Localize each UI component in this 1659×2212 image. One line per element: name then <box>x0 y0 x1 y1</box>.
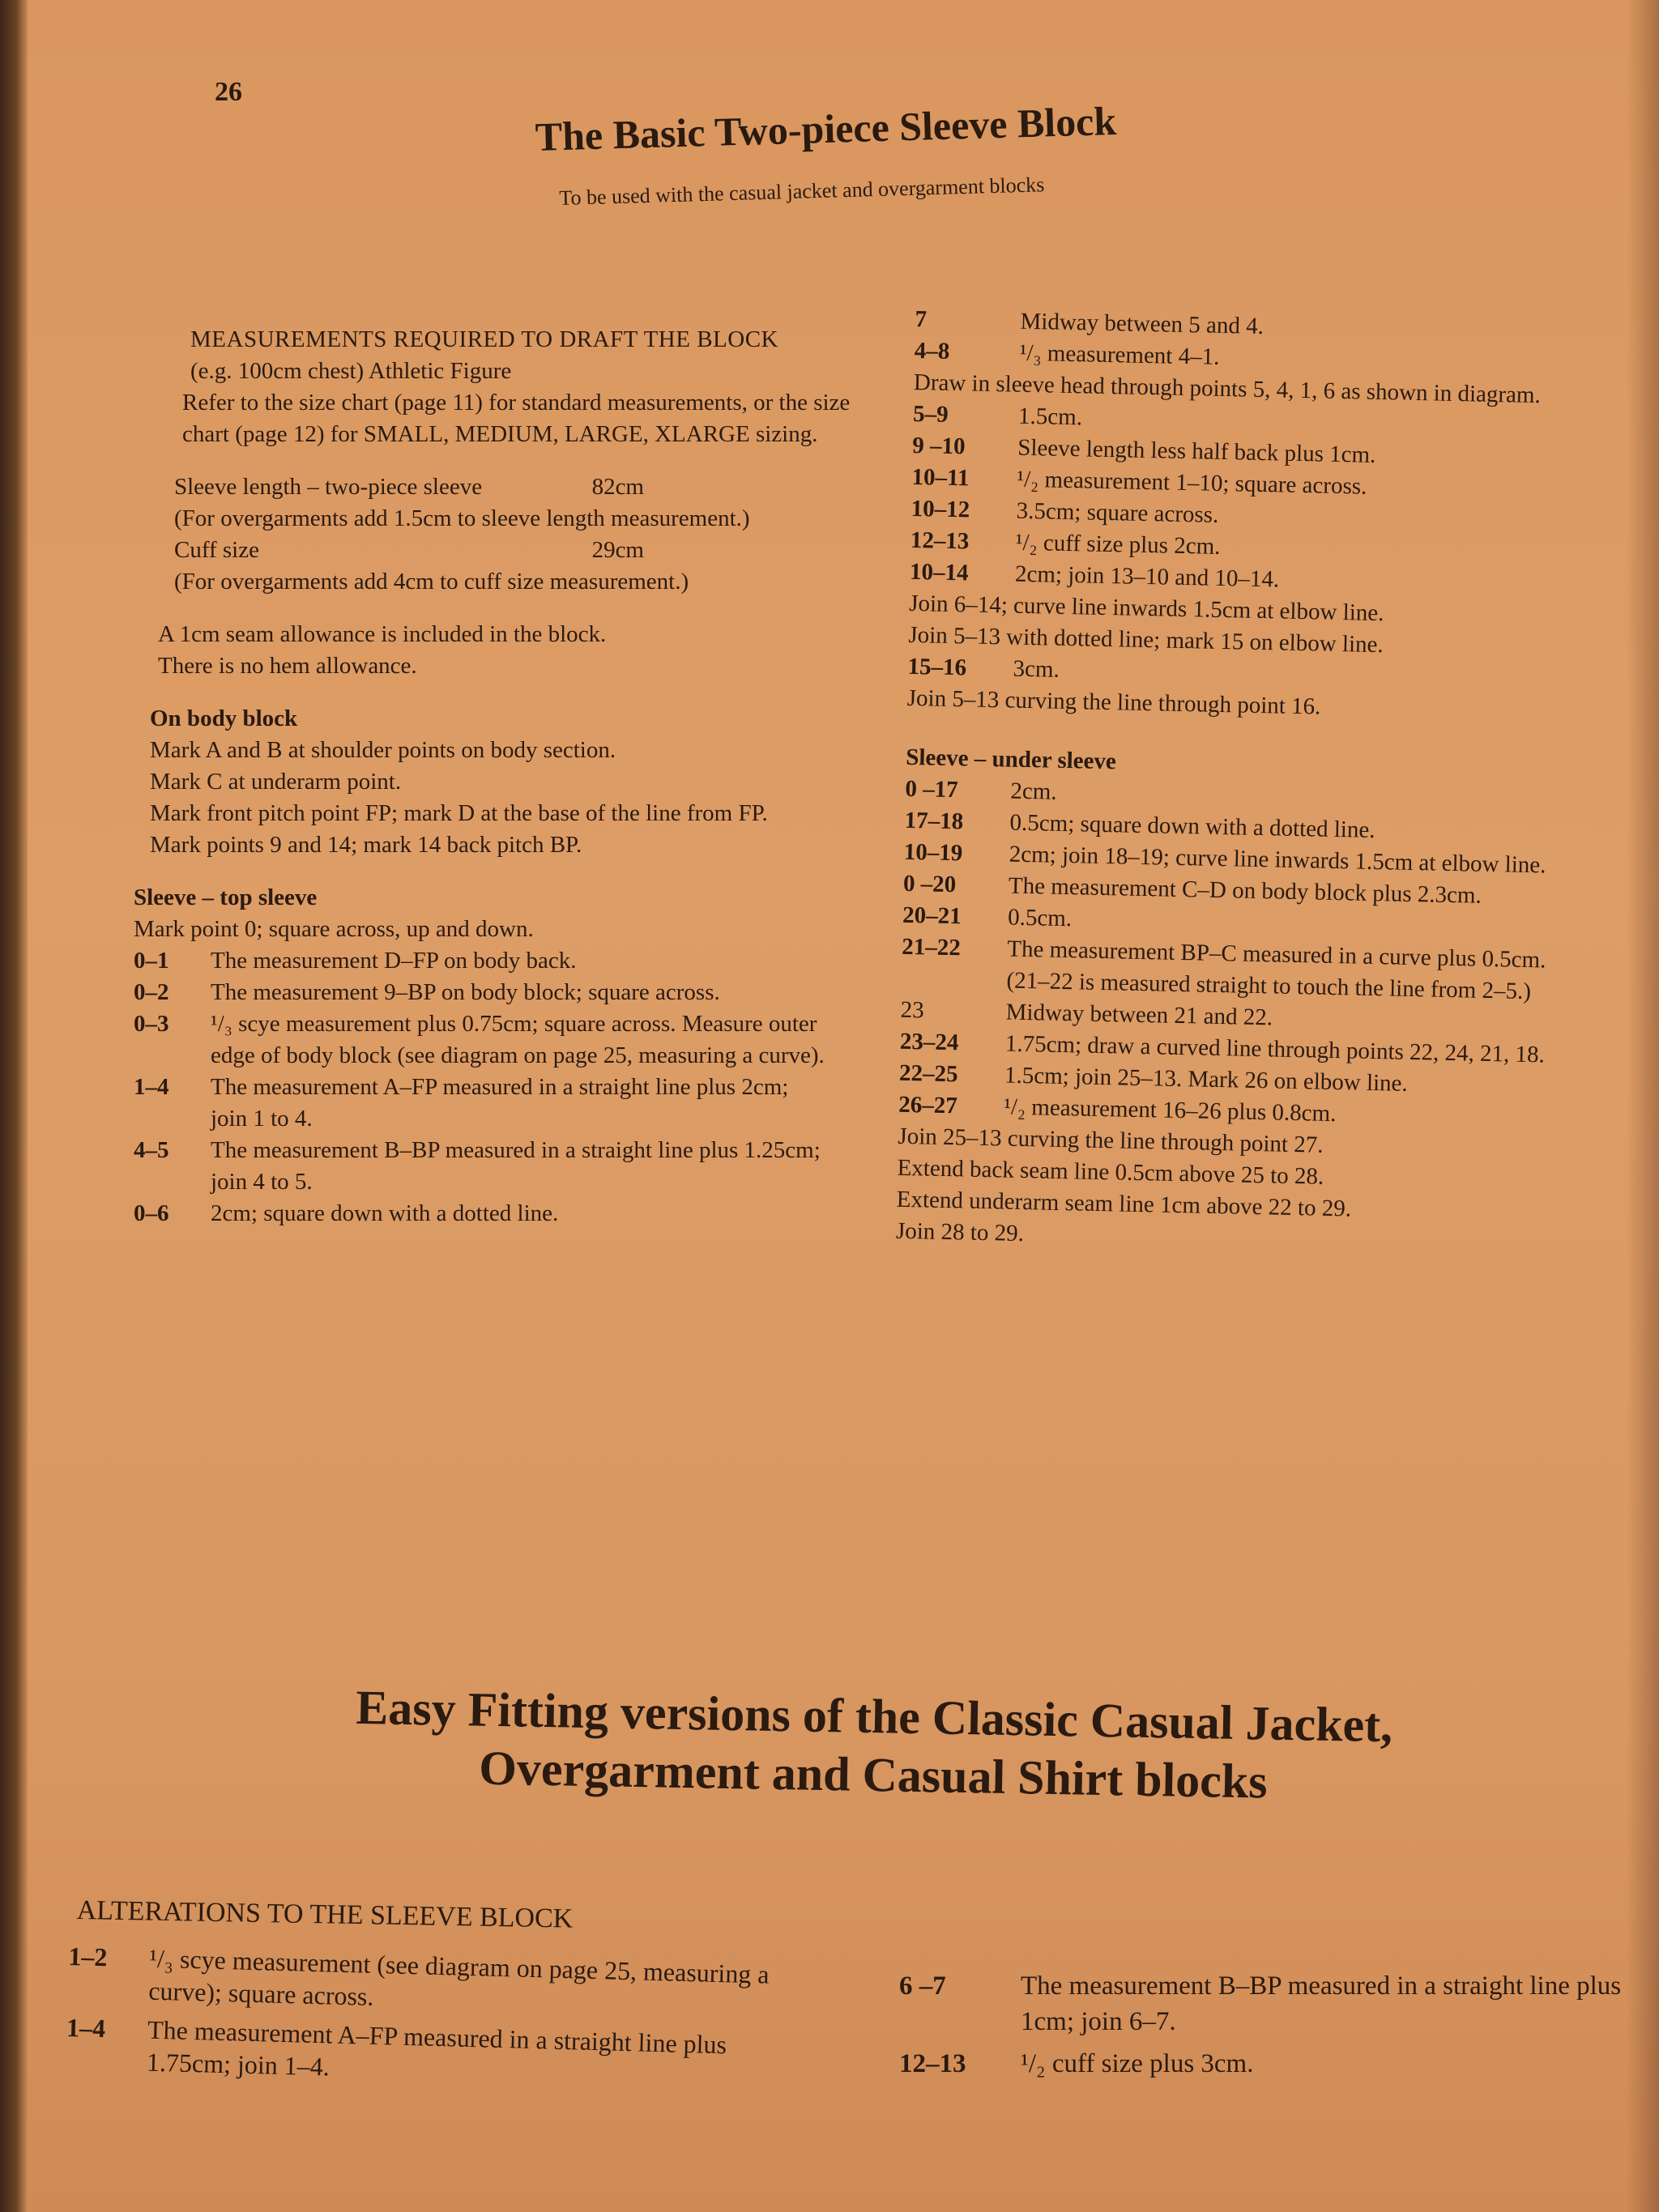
top-sleeve-intro: Mark point 0; square across, up and down. <box>134 916 534 942</box>
step-text: 2cm; join 18–19; curve line inwards 1.5cm at elbow line. <box>1009 841 1546 879</box>
cuff-value: 29cm <box>591 537 644 563</box>
top-sleeve-step <box>134 1072 859 1135</box>
measurement-values <box>113 471 859 598</box>
draw-note: Draw in sleeve head through points 5, 4, 1, 6 as shown in diagram. <box>913 369 1542 409</box>
step-text: Midway between 21 and 22. <box>1005 999 1273 1031</box>
top-sleeve-heading: Sleeve – top sleeve <box>134 884 318 910</box>
step-text: The measurement 9–BP on body block; square across. <box>211 979 720 1005</box>
left-column <box>113 324 859 1251</box>
sleeve-length-label: Sleeve length – two-piece sleeve <box>174 474 483 500</box>
step-text: The measurement B–BP measured in a straight line plus 1cm; join 6–7. <box>1021 1971 1622 2036</box>
final-line: Join 28 to 29. <box>895 1217 1025 1247</box>
step-text: Midway between 5 and 4. <box>1020 308 1265 340</box>
step-text: 1.75cm; draw a curved line through points 22, 24, 21, 18. <box>1004 1030 1546 1068</box>
cuff-label: Cuff size <box>174 537 259 563</box>
step-code: 0–6 <box>134 1200 169 1226</box>
step-code: 0–3 <box>134 1011 169 1037</box>
step-code: 5–9 <box>912 400 949 428</box>
step-text: 3cm. <box>1013 655 1060 683</box>
top-sleeve-step <box>134 1008 859 1072</box>
step-text: 1.5cm. <box>1017 403 1083 431</box>
body-block-line: Mark A and B at shoulder points on body section. <box>150 737 616 763</box>
final-line: Extend underarm seam line 1cm above 22 to 29. <box>896 1186 1352 1222</box>
step-code: 22–25 <box>898 1059 958 1088</box>
book-spine-edge <box>0 0 28 2212</box>
step-text: 0.5cm. <box>1007 904 1073 932</box>
step-code: 1–2 <box>68 1941 108 1972</box>
step-text: 2cm; join 13–10 and 10–14. <box>1014 560 1280 593</box>
top-sleeve-continued <box>906 304 1587 728</box>
step-text: The measurement C–D on body block plus 2.3cm. <box>1008 872 1482 909</box>
under-sleeve-section <box>896 742 1579 1261</box>
hem-allowance-note: There is no hem allowance. <box>158 653 417 679</box>
top-sleeve-step <box>134 977 859 1008</box>
top-sleeve-step <box>134 945 859 977</box>
under-sleeve-heading: Sleeve – under sleeve <box>905 744 1117 775</box>
step-text: The measurement A–FP measured in a straight line plus 2cm; join 1 to 4. <box>211 1074 789 1132</box>
step-text: 3.5cm; square across. <box>1016 497 1219 528</box>
measurements-heading: MEASUREMENTS REQUIRED TO DRAFT THE BLOCK <box>190 326 778 352</box>
sleeve-length-row <box>174 471 757 503</box>
step-code: 23 <box>900 996 925 1024</box>
join-line: Join 5–13 curving the line through point 16. <box>906 684 1321 720</box>
alteration-step <box>67 1940 798 2024</box>
step-code: 23–24 <box>899 1028 959 1056</box>
step-text: ¹/₂ cuff size plus 2cm. <box>1015 529 1221 560</box>
step-code: 7 <box>915 305 928 333</box>
top-sleeve-step <box>134 1198 859 1230</box>
step-code: 21–22 <box>902 933 962 961</box>
step-text: The measurement B–BP measured in a straight line plus 1.25cm; join 4 to 5. <box>211 1137 821 1195</box>
step-text: ¹/₂ measurement 1–10; square across. <box>1017 466 1367 500</box>
step-text: ¹/₃ scye measurement (see diagram on page 25, measuring a curve); square across. <box>147 1943 770 2011</box>
cuff-note: (For overgarments add 4cm to cuff size measurement.) <box>174 569 689 595</box>
page-title: The Basic Two-piece Sleeve Block <box>535 97 1117 160</box>
step-text: ¹/₃ measurement 4–1. <box>1019 339 1220 370</box>
final-line: Join 25–13 curving the line through point 27. <box>898 1123 1324 1158</box>
step-code: 1–4 <box>66 2012 106 2044</box>
alterations-heading: ALTERATIONS TO THE SLEEVE BLOCK <box>76 1895 574 1934</box>
measurements-section <box>113 324 859 450</box>
page-shadow <box>1627 0 1659 2212</box>
section-title <box>265 1677 1482 1814</box>
body-block-line: Mark front pitch point FP; mark D at the base of the line from FP. <box>150 800 768 826</box>
step-code: 12–13 <box>910 526 970 555</box>
step-code: 1–4 <box>134 1074 169 1100</box>
final-line: Extend back seam line 0.5cm above 25 to 28. <box>897 1154 1324 1190</box>
seam-allowance-note: A 1cm seam allowance is included in the block. <box>158 621 607 647</box>
step-text: Sleeve length less half back plus 1cm. <box>1017 434 1376 468</box>
page-number: 26 <box>215 77 242 107</box>
step-code: 20–21 <box>902 901 962 930</box>
step-text: ¹/₂ measurement 16–26 plus 0.8cm. <box>1003 1093 1337 1127</box>
alteration-step <box>899 2046 1644 2082</box>
alteration-step <box>899 1968 1644 2039</box>
step-text: The measurement A–FP measured in a straight line plus 1.75cm; join 1–4. <box>146 2014 727 2082</box>
measurements-line: (e.g. 100cm chest) Athletic Figure <box>190 358 512 384</box>
section-title-line: Easy Fitting versions of the Classic Casual Jacket, <box>355 1680 1393 1753</box>
step-code: 10–12 <box>911 495 970 523</box>
page-subtitle: To be used with the casual jacket and overgarment blocks <box>559 173 1045 210</box>
step-code: 10–11 <box>911 463 970 492</box>
step-text: The measurement BP–C measured in a curve plus 0.5cm. (21–22 is measured straight to touch the line from 2–5.) <box>1006 936 1546 1005</box>
step-code: 17–18 <box>904 807 964 835</box>
section-title-line: Overgarment and Casual Shirt blocks <box>478 1741 1269 1809</box>
step-code: 4–5 <box>134 1137 169 1163</box>
step-code: 0 –20 <box>902 870 957 898</box>
right-column <box>895 304 1588 1282</box>
join-line: Join 5–13 with dotted line; mark 15 on elbow line. <box>908 621 1384 658</box>
top-sleeve-section <box>113 882 859 1230</box>
alterations-left <box>66 1940 798 2095</box>
step-code: 15–16 <box>907 653 967 681</box>
step-text: 2cm. <box>1010 778 1057 805</box>
step-text: 0.5cm; square down with a dotted line. <box>1009 809 1375 844</box>
step-text: 1.5cm; join 25–13. Mark 26 on elbow line. <box>1004 1062 1409 1097</box>
step-code: 10–14 <box>909 558 969 586</box>
step-code: 9 –10 <box>912 432 966 460</box>
step-text: ¹/₃ scye measurement plus 0.75cm; square across. Measure outer edge of body block (see diagram on page 25, measuring a curve). <box>211 1011 825 1068</box>
step-text: 2cm; square down with a dotted line. <box>211 1200 559 1226</box>
step-code: 6 –7 <box>899 1971 946 2001</box>
allowance-notes <box>113 619 859 682</box>
step-code: 26–27 <box>898 1091 958 1119</box>
step-code: 12–13 <box>899 2049 966 2078</box>
top-sleeve-step <box>134 1135 859 1198</box>
alteration-step <box>66 2011 796 2095</box>
step-code: 0–2 <box>134 979 169 1005</box>
sleeve-length-note: (For overgarments add 1.5cm to sleeve length measurement.) <box>174 505 750 531</box>
step-code: 4–8 <box>914 337 950 364</box>
cuff-row <box>174 535 757 566</box>
step-code: 10–19 <box>903 838 963 867</box>
alterations-right <box>899 1968 1644 2082</box>
body-block-line: Mark C at underarm point. <box>150 769 402 795</box>
step-text: The measurement D–FP on body back. <box>211 948 577 974</box>
body-block-heading: On body block <box>150 705 298 731</box>
step-code: 0 –17 <box>905 775 959 803</box>
sleeve-length-value: 82cm <box>591 474 644 500</box>
body-block-section <box>113 703 859 861</box>
body-block-line: Mark points 9 and 14; mark 14 back pitch BP. <box>150 832 582 858</box>
step-text: ¹/₂ cuff size plus 3cm. <box>1021 2049 1254 2078</box>
join-line: Join 6–14; curve line inwards 1.5cm at elbow line. <box>908 590 1384 627</box>
step-code: 0–1 <box>134 948 169 974</box>
measurements-line: Refer to the size chart (page 11) for standard measurements, or the size chart (page 12) for SMALL, MEDIUM, LARGE, XLARGE sizing. <box>182 390 851 447</box>
